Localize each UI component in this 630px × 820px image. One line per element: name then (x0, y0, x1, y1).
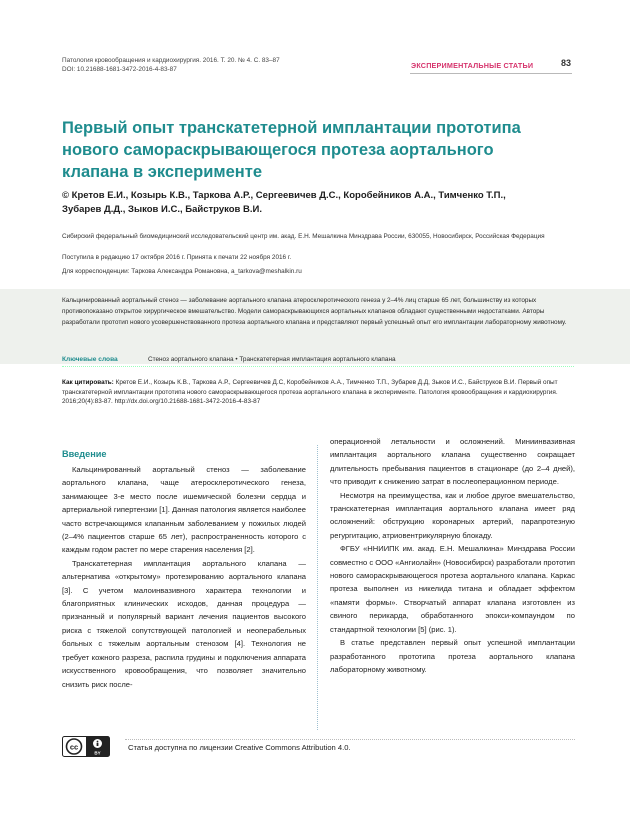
keywords-divider (62, 366, 574, 367)
intro-heading: Введение (62, 449, 107, 459)
body-paragraph: Кальцинированный аортальный стеноз — заболевание аортального клапана, чаще атеросклеротического генеза, занимающее 3-е место после ишемической болезни сердца и артериальной гипертензии [1]. Данная патология является наиболее часто встречающимся клапанным заболеванием у пожилых людей (2–4% пациентов старше 65 лет), распространенность которого с каждым годом растет по мере старения населения [2]. (62, 465, 306, 555)
cc-badge-text: cc (69, 742, 79, 752)
cc-by-badge (62, 736, 110, 757)
body-paragraph: Транскатетерная имплантация аортального клапана — альтернатива «открытому» протезированию аортального клапана [3]. С учетом малоинвазивного характера технологии и благоприятных клинических исходов, данная процедура — признанный и популярный вариант лечения пациентов высокого риска с тяжелой сопутствующей патологией и неоперабельных больных с тяжелым аортальным стенозом [4]. Технология не требует кожного разреза, распила грудины и подключения аппарата искусственного кровообращения, что позволяет значительно снизить риск после- (62, 558, 306, 689)
by-badge-text: BY (94, 750, 101, 756)
creative-commons-icon (62, 736, 110, 757)
citation-label: Как цитировать: (62, 379, 114, 386)
abstract-text: Кальцинированный аортальный стеноз — заболевание аортального клапана атеросклеротического генеза у 2–4% лиц старше 65 лет, большинству из которых противопоказано открытое хирургическое вмешательство. Модели самораскрывающихся аортальных клапанов обладают существенными недостатками. Авторы разработали прототип нового усовершенствованного протеза аортального клапана и представляют первый успешный опыт его имплантации лабораторному животному. (62, 297, 567, 326)
body-paragraph: ФГБУ «ННИИПК им. акад. Е.Н. Мешалкина» Минздрава России совместно с ООО «Ангиолайн» (Новосибирск) разработали прототип нового самораскрывающегося протеза аортального клапана. Каркас протеза выполнен из никелида титана и обладает эффектом «памяти формы». Створчатый аппарат клапана изготовлен из свиного перикарда, обработанного эпокси-компаундом по стандартной технологии [5] (рис. 1). (330, 544, 575, 634)
body-paragraph: Несмотря на преимущества, как и любое другое вмешательство, транскатетерная имплантация аортального клапана имеет ряд осложнений: обструкцию коронарных артерий, парапротезную регургитацию, атриовентрикулярную блокаду. (330, 490, 575, 540)
page-number: 83 (561, 58, 572, 68)
body-left-column (62, 449, 306, 691)
column-divider (317, 445, 318, 730)
received-dates: Поступила в редакцию 17 октября 2016 г. Принята к печати 22 ноября 2016 г. (62, 254, 292, 261)
citation-block (62, 378, 576, 407)
correspondence: Для корреспонденции: Таркова Александра Романовна, a_tarkova@meshalkin.ru (62, 268, 302, 275)
header-divider (410, 73, 572, 74)
license-divider (125, 739, 575, 740)
journal-citation: Патология кровообращения и кардиохирургия. 2016. Т. 20. № 4. С. 83–87 (62, 57, 280, 64)
affiliation: Сибирский федеральный биомедицинский исследовательский центр им. акад. Е.Н. Мешалкина Минздрава России, 630055, Новосибирск, Российская Федерация (62, 233, 545, 240)
section-label: ЭКСПЕРИМЕНТАЛЬНЫЕ СТАТЬИ (411, 61, 534, 70)
body-right-column (330, 435, 575, 676)
authors-line-1: © Кретов Е.И., Козырь К.В., Таркова А.Р., Сергеевичев Д.С., Коробейников А.А., Тимченко Т.П., (62, 190, 506, 201)
body-paragraph: В статье представлен первый опыт успешной имплантации разработанного прототипа протеза аортального клапана лабораторному животному. (330, 638, 575, 674)
keywords-label: Ключевые слова (62, 356, 118, 363)
journal-doi: DOI: 10.21688-1681-3472-2016-4-83-87 (62, 66, 177, 73)
article-title: Первый опыт транскатетерной имплантации прототипа нового самораскрывающегося протеза аортального клапана в эксперименте (62, 119, 521, 181)
body-paragraph: операционной летальности и осложнений. Миниинвазивная имплантация аортального клапана существенно сокращает длительность пребывания пациентов в стационаре (до 2–4 дней), что приводит к снижению затрат в послеоперационном периоде. (330, 437, 575, 487)
citation-text: Кретов Е.И., Козырь К.В., Таркова А.Р., Сергеевичев Д.С, Коробейников А.А., Тимченко Т.П., Зубарев Д.Д, Зыков И.С., Байструков В.И. Первый опыт транскатетерной имплантации прототипа нового самораскрывающегося протеза аортального клапана в эксперименте. Патология кровообращения и кардиохирургия. 2016;20(4):83-87. http://dx.doi.org/10.21688-1681-3472-2016-4-83-87 (62, 379, 558, 406)
article-authors (62, 189, 577, 217)
authors-line-2: Зубарев Д.Д., Зыков И.С., Байструков В.И. (62, 204, 262, 215)
journal-info (62, 56, 280, 74)
keywords-text: Стеноз аортального клапана • Транскатетерная имплантация аортального клапана (148, 356, 396, 363)
license-text: Статья доступна по лицензии Creative Commons Attribution 4.0. (128, 743, 351, 752)
